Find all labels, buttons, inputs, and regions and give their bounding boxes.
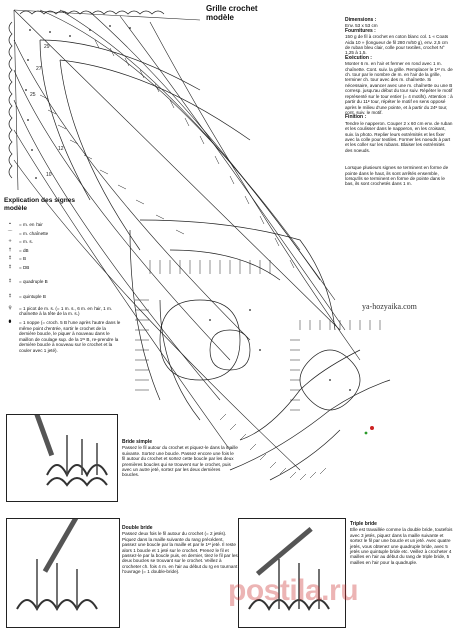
finition-text: Tendre le napperon. Couper 2 x 60 cm env. de ruban et les coulisser dans le napperon, en les croisant, suiv. la photo. Replier leurs extrémités et les fixer avec la colle pour textiles. Former les noeuds à part et les coller sur les rubans. Blaiser les extrémités des noeuds. <box>345 120 453 153</box>
legend-text: = m. en l'air <box>19 222 43 227</box>
legend-text: = 1 noppe (= croch. 5 B l'une après l'autre dans le même point d'entrée, sortir le crochet de la dernière boucle, le piquer à nouveau dans le maillon de coulage sup. de la 1ʳᵉ B, re-prendre la dernière boucle à nouveau sur le crochet et la couler avec 1 jeté). <box>19 319 121 353</box>
hook-illustration <box>239 519 345 627</box>
hook-illustration <box>7 519 119 627</box>
double-bride-caption <box>122 526 238 575</box>
legend-text: = quadruple B <box>19 278 48 284</box>
chain-stitch-symbol: • <box>8 222 12 227</box>
legend-row <box>4 294 122 300</box>
fournitures-text: 150 g de fil à crochet en coton blanc col. 1 « Coats Aida 10 » (longueur de fil 280 m/50 g), env. 2,5 cm de ruban bleu clair, colle pour textiles, crochet N° 1,25 à 1,5. <box>345 34 449 56</box>
triple-bride-illustration <box>238 518 346 628</box>
legend-row <box>4 231 122 237</box>
single-crochet-symbol: + <box>8 239 12 245</box>
legend-row <box>4 279 122 285</box>
chart-red-marker <box>370 426 374 430</box>
chart-green-marker <box>365 432 368 435</box>
double-bride-text: Passez deux fois le fil autour du crochet (= 2 jetés). Piquez dans la maille suivante du rang précédent, passez une boucle par la maille et par le 1ᵉʳ jeté. Il reste alors 1 boucle et 1 jeté sur le crochet. Prenez le fil et passez-le par la boucle puis, en dernier, tirez le fil par les deux boucles se trouvant sur le crochet. Veillez à crocheter ch. fois 4 m. en l'air au début du rg en tournant l'ouvrage (= 1 double-bride). <box>122 531 238 575</box>
legend-text: = m. s. <box>19 239 33 245</box>
legend-row <box>4 306 122 317</box>
treble-symbol: ‡ <box>8 264 12 270</box>
quadruple-symbol: ‡ <box>8 278 12 284</box>
legend-text: = dB <box>19 247 29 253</box>
svg-text:10: 10 <box>46 172 52 178</box>
legend-text: = 1 picot de m. s. (= 1 m. s., 6 m. en l'air, 1 m. chaînette à la tête de la m. s.) <box>19 305 113 317</box>
legend-row <box>4 248 122 254</box>
legend-row <box>4 239 122 245</box>
legend-row <box>4 222 122 228</box>
legend-text: = DB <box>19 264 30 270</box>
site-watermark: ya-hozyaika.com <box>362 302 417 311</box>
hook-illustration <box>7 415 117 501</box>
execution-text: Monter 6 m. en l'air et fermer en rond avec 1 m. chaînette. Cont. suiv. la grille. Remplacer le 1ᵉʳ m. de ch. tour par le nombre de m. en l'air de la grille, terminer ch. tour avec des m. chaînette. Si nécessaire, avancer avec une m. chaînette ou une B corresp. jusqu'au début du tour suiv. Répéter le motif représenté sur le tour entier (= 4 motifs). Attention : à partir du 11ᵉ tour, répéter le motif en sens opposé après le milieu d'une pointe, et à partir du 24ᵉ tour, cont. suiv. le motif. <box>345 61 453 115</box>
svg-text:27: 27 <box>36 66 42 72</box>
page-title <box>206 4 258 22</box>
symbol-legend <box>4 222 122 357</box>
instructions-column <box>345 18 453 187</box>
noppe-symbol: ⬮ <box>8 319 12 325</box>
bride-simple-title: Bride simple <box>122 439 153 445</box>
svg-text:29: 29 <box>44 44 50 50</box>
execution-heading: Exécution : <box>345 54 372 61</box>
svg-text:12: 12 <box>58 146 64 152</box>
half-double-symbol: † <box>8 247 12 253</box>
legend-row <box>4 265 122 271</box>
legend-row <box>4 320 122 354</box>
svg-text:25: 25 <box>30 92 36 98</box>
dimensions-text: Env. 53 x 53 cm <box>345 23 378 29</box>
triple-bride-caption <box>350 522 454 565</box>
title-line-2: modèle <box>206 13 235 22</box>
quintuple-symbol: ‡ <box>8 294 12 300</box>
double-bride-illustration <box>6 518 120 628</box>
legend-title-line-1: Explication des signes <box>4 197 76 204</box>
bride-simple-illustration <box>6 414 118 502</box>
legend-title-line-2: modèle <box>4 205 28 212</box>
legend-text: = m. chaînette <box>19 230 49 236</box>
double-crochet-symbol: ‡ <box>8 256 12 262</box>
picot-symbol: ♀ <box>8 305 12 311</box>
fournitures-heading: Fournitures : <box>345 27 376 34</box>
slip-stitch-symbol: ⌒ <box>7 230 13 236</box>
dimensions-heading: Dimensions : <box>345 17 377 23</box>
footer-watermark: postila.ru <box>228 574 359 607</box>
legend-title <box>4 197 114 213</box>
double-bride-title: Double bride <box>122 525 153 531</box>
legend-text: = quintuple B <box>19 294 46 300</box>
legend-row <box>4 256 122 262</box>
title-line-1: Grille crochet <box>206 4 258 13</box>
note-text: Lorsque plusieurs signes se terminent en forme de pointe dans le haut, ils sont arrêtés ensemble, lorsqu'ils se terminent en forme de pointe dans le bas, ils sont crochetés dans 1 m. <box>345 165 449 187</box>
bride-simple-caption <box>122 440 238 478</box>
finition-heading: Finition : <box>345 114 367 121</box>
triple-bride-title: Triple bride <box>350 521 377 527</box>
triple-bride-text: Elle est travaillée comme la double bride, toutefois avec 3 jetés, piquez dans la maille suivante et sortez le fil par une boucle et un jeté. Avec quatre jetés, vous obtenez une quadruple bride, avec 5 jetés une quintuple bride etc. Veillez à crocheter 4 mailles en l'air au début du rang de triple bride, 5 mailles en l'air pour la quadruple. <box>350 527 453 565</box>
bride-simple-text: Passez le fil autour du crochet et piquez-le dans la maille suivante. Sortez une boucle. Passez encore une fois le fil autour du crochet et sortez cette boucle par les deux premières boucles qui se trouvent sur le crochet, puis avec un autre jeté, sortez par les deux dernières boucles. <box>122 445 238 478</box>
chart-round-numbers <box>30 44 64 178</box>
legend-text: = B <box>19 256 27 262</box>
